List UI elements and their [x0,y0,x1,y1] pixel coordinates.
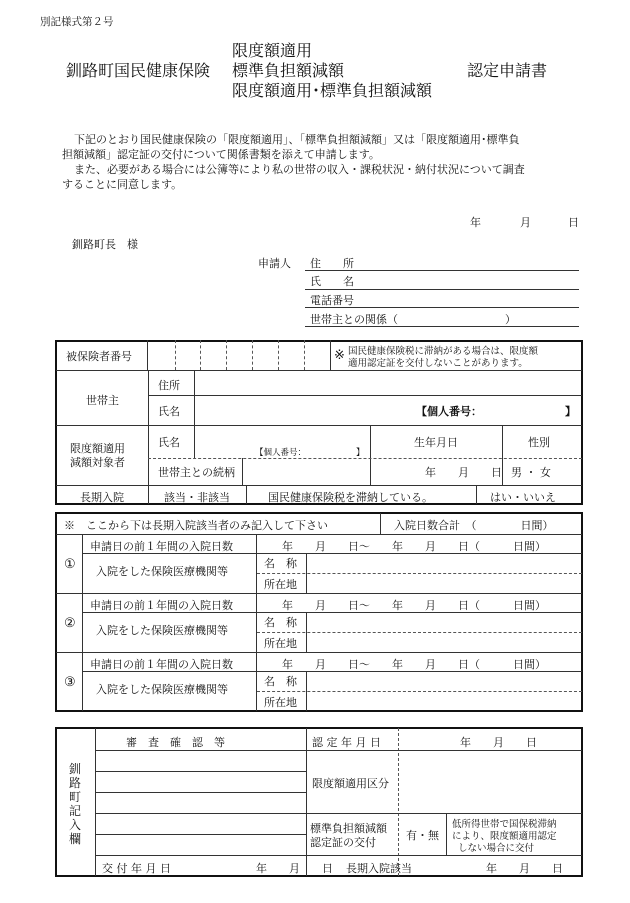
divider [148,458,582,459]
stay-row-number: ③ [64,675,76,690]
divider [56,534,582,535]
applicant-relation-label: 世帯主との関係（ [310,313,398,326]
target-name-input[interactable] [200,427,368,457]
low-income-note-3: しない場合に交付 [458,843,535,854]
divider [246,485,247,504]
stay-institution-name-label: 名 称 [264,557,297,570]
total-days-field[interactable]: 入院日数合計 （ 日間） [394,519,554,532]
long-stay-date-input[interactable]: 年 月 日 [486,862,563,875]
stay-institution-label: 入院をした保険医療機関等 [96,624,228,637]
applicant-label: 申請人 [258,257,291,270]
gender-label: 性別 [528,436,550,449]
householder-mynumber-input[interactable] [478,397,562,419]
issue-date-input[interactable]: 年 月 日 [256,862,333,875]
std-reduction-label-1: 標準負担額減額 [310,822,387,835]
stay-institution-location-input[interactable] [310,574,578,592]
stay-days-label: 申請日の前１年間の入院日数 [90,658,233,671]
applicant-relation-line[interactable] [305,326,579,327]
divider [147,340,148,370]
stay-row-number: ② [64,616,76,631]
divider [330,340,331,370]
divider [194,370,195,425]
review-notes-area[interactable] [100,752,302,832]
divider [56,485,582,486]
householder-label: 世帯主 [86,394,119,407]
office-side-char: 欄 [69,832,82,846]
divider [242,458,243,485]
stay-institution-location-input[interactable] [310,692,578,710]
divider [148,370,149,504]
relation-label: 世帯主との続柄 [158,466,235,479]
title-option-2: 標準負担額減額 [232,61,345,80]
insured-number-input[interactable] [154,342,330,369]
stay-row-number: ① [64,557,76,572]
insured-number-label: 被保険者番号 [66,350,132,363]
divider [256,652,257,711]
stay-days-label: 申請日の前１年間の入院日数 [90,599,233,612]
divider [502,425,503,485]
relation-input[interactable] [246,460,366,482]
intro-line-4: することに同意します。 [62,178,183,191]
divider [148,395,582,396]
tax-arrears-select[interactable]: はい・いいえ [490,491,556,504]
divider [476,485,477,504]
divider [194,425,195,458]
review-label: 審 査 確 認 等 [126,736,225,749]
intro-line-2: 担額減額」認定証の交付について関係書類を添えて申請します。 [62,148,380,161]
addressee: 釧路町長 様 [72,238,138,251]
divider [82,534,83,593]
note-mark: ※ [334,348,345,363]
birthdate-label: 生年月日 [414,436,458,449]
stay-institution-label: 入院をした保険医療機関等 [96,683,228,696]
long-stay-label: 長期入院 [80,491,124,504]
title-suffix: 認定申請書 [467,61,548,80]
divider [56,425,582,426]
note-line-1: 国民健康保険税に滞納がある場合は、限度額 [348,346,539,357]
form-number: 別記様式第２号 [40,16,114,28]
householder-address-input[interactable] [200,372,580,394]
cert-date-label: 認 定 年 月 日 [312,736,381,749]
long-stay-select[interactable]: 該当・非該当 [164,491,230,504]
target-mynumber-close: 】 [356,448,365,458]
divider [56,593,582,594]
householder-mynumber-close: 】 [565,405,576,418]
divider [82,593,83,652]
stay-institution-name-input[interactable] [310,672,578,690]
office-side-char: 入 [69,818,82,832]
applicant-address-line[interactable] [305,270,579,271]
target-label-2: 減額対象者 [70,456,125,469]
stay-institution-name-input[interactable] [310,613,578,631]
applicant-phone-line[interactable] [305,307,579,308]
title-option-3: 限度額適用･標準負担額減額 [232,81,433,100]
office-side-char: 路 [69,776,82,790]
date-month: 月 [520,216,531,229]
divider [256,593,257,652]
target-label-1: 限度額適用 [70,442,125,455]
title-prefix: 釧路町国民健康保険 [66,61,211,80]
cert-date-input[interactable]: 年 月 日 [460,736,537,749]
stay-period-input[interactable]: 年 月 日～ 年 月 日（ 日間） [282,540,546,553]
std-reduction-label-2: 認定証の交付 [310,836,376,849]
householder-name-label: 氏名 [158,405,180,418]
long-stay-office-label: 長期入院該当 [346,862,412,875]
birthdate-input[interactable]: 年 月 日 [425,466,502,479]
divider [148,370,582,371]
applicant-name-line[interactable] [305,289,579,290]
divider [96,834,306,835]
tax-arrears-label: 国民健康保険税を滞納している。 [268,491,433,504]
applicant-phone-label: 電話番号 [310,294,354,307]
title-option-1: 限度額適用 [232,41,313,60]
stay-days-label: 申請日の前１年間の入院日数 [90,540,233,553]
applicant-name-label: 氏 名 [310,275,354,288]
date-day: 日 [568,216,579,229]
divider [380,513,381,534]
stay-institution-name-label: 名 称 [264,616,297,629]
long-stay-header: ※ ここから下は長期入院該当者のみ記入して下さい [64,519,328,532]
divider [96,855,582,856]
applicant-relation-close: ） [505,313,516,326]
limit-class-label: 限度額適用区分 [312,777,389,790]
low-income-note-1: 低所得世帯で国保税滞納 [452,819,557,830]
stay-institution-name-label: 名 称 [264,675,297,688]
gender-select[interactable]: 男 ・ 女 [511,466,551,479]
stay-institution-label: 入院をした保険医療機関等 [96,565,228,578]
std-reduction-select[interactable]: 有・無 [406,829,439,842]
intro-line-3: また、必要がある場合には公簿等により私の世帯の収入・課税状況・納付状況について調査 [74,163,525,176]
householder-address-label: 住所 [158,379,180,392]
office-side-char: 記 [69,804,82,818]
stay-period-input[interactable]: 年 月 日～ 年 月 日（ 日間） [282,658,546,671]
office-side-char: 町 [69,790,82,804]
stay-institution-location-label: 所在地 [264,696,297,709]
divider [446,813,447,855]
stay-institution-name-input[interactable] [310,554,578,572]
householder-mynumber-label: 【個人番号： [416,405,482,418]
divider [82,652,83,711]
office-side-char: 釧 [69,762,82,776]
note-line-2: 適用認定証を交付しないことがあります。 [348,358,528,369]
divider [370,425,371,485]
date-year: 年 [470,216,481,229]
intro-line-1: 下記のとおり国民健康保険の「限度額適用」、「標準負担額減額」又は「限度額適用･標準負 [74,133,520,146]
limit-class-input[interactable] [402,754,578,810]
applicant-address-label: 住 所 [310,257,354,270]
stay-institution-location-input[interactable] [310,633,578,651]
stay-institution-location-label: 所在地 [264,637,297,650]
issue-date-label: 交 付 年 月 日 [102,862,171,875]
divider [256,534,257,593]
divider [56,652,582,653]
divider [96,750,582,751]
low-income-note-2: により、限度額適用認定 [452,831,557,842]
stay-period-input[interactable]: 年 月 日～ 年 月 日（ 日間） [282,599,546,612]
stay-institution-location-label: 所在地 [264,578,297,591]
target-mynumber-label: 【個人番号： [255,448,307,458]
target-name-label: 氏名 [158,436,180,449]
